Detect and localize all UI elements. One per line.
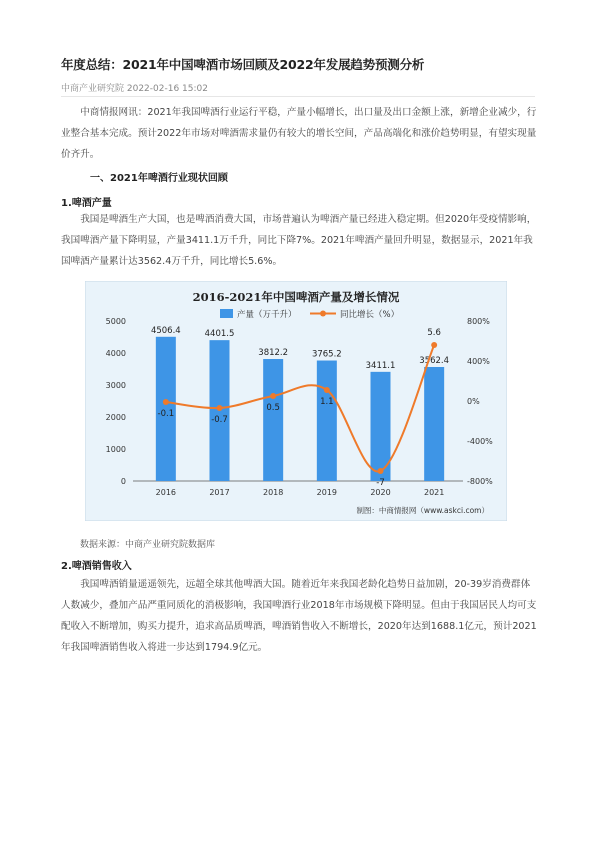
production-chart — [85, 281, 507, 521]
left-axis-tick-label: 2000 — [105, 413, 126, 422]
growth-point — [217, 405, 223, 411]
right-axis-tick-label: 400% — [467, 357, 490, 366]
subsection-heading-revenue: 2.啤酒销售收入 — [61, 561, 132, 572]
article-title: 年度总结：2021年中国啤酒市场回顾及2022年发展趋势预测分析 — [61, 57, 425, 72]
production-paragraph: 我国是啤酒生产大国，也是啤酒消费大国，市场普遍认为啤酒产量已经进入稳定期。但2020年受疫情影响，我国啤酒产量下降明显，产量3411.1万千升，同比下降7%。2021年啤酒产量回升明显，数据显示，2021年我国啤酒产量累计达3562.4万千升，同比增长5.6%。 — [61, 214, 537, 267]
legend-bar-label: 产量（万千升） — [237, 310, 297, 320]
x-axis-tick-label: 2019 — [316, 488, 338, 497]
left-axis-tick-label: 3000 — [105, 381, 126, 390]
bar-value-label: 3411.1 — [365, 360, 396, 371]
growth-point — [324, 387, 330, 393]
growth-value-label: -0.7 — [211, 415, 228, 425]
article-meta: 中商产业研究院 2022-02-16 15:02 — [61, 84, 208, 94]
x-axis-tick-label: 2017 — [209, 488, 230, 497]
chart-credit: 制图：中商情报网（www.askci.com） — [356, 506, 489, 515]
bar-value-label: 3812.2 — [258, 348, 289, 359]
left-axis-tick-label: 0 — [120, 477, 126, 486]
divider — [61, 96, 535, 97]
growth-value-label: 5.6 — [427, 328, 441, 338]
subsection-heading-production: 1.啤酒产量 — [61, 198, 112, 209]
legend-bar-swatch — [220, 309, 233, 318]
growth-point — [431, 342, 437, 348]
bar-value-label: 3765.2 — [311, 349, 342, 360]
legend-line-marker — [320, 311, 326, 317]
bar-value-label: 3562.4 — [419, 356, 450, 367]
bar — [263, 359, 283, 481]
x-axis-tick-label: 2016 — [155, 488, 177, 497]
bar-value-label: 4401.5 — [204, 329, 235, 340]
right-axis-tick-label: 0% — [467, 397, 480, 406]
section-heading: 一、2021年啤酒行业现状回顾 — [90, 173, 228, 184]
right-axis-tick-label: 800% — [467, 317, 490, 326]
x-axis-tick-label: 2018 — [262, 488, 284, 497]
left-axis-tick-label: 4000 — [105, 349, 126, 358]
growth-value-label: -7 — [376, 478, 385, 488]
right-axis-tick-label: -400% — [467, 437, 493, 446]
chart-title: 2016-2021年中国啤酒产量及增长情况 — [192, 290, 400, 304]
bar-value-label: 4506.4 — [150, 325, 181, 336]
chart-svg — [85, 281, 507, 521]
intro-paragraph: 中商情报网讯：2021年我国啤酒行业运行平稳，产量小幅增长，出口量及出口金额上涨，新增企业减少，行业整合基本完成。预计2022年市场对啤酒需求量仍有较大的增长空间，产品高端化和涨价趋势明显，有望实现量价齐升。 — [61, 107, 537, 160]
growth-value-label: 0.5 — [266, 403, 280, 413]
growth-value-label: 1.1 — [320, 397, 334, 407]
chart-source: 数据来源：中商产业研究院数据库 — [80, 540, 216, 550]
growth-point — [163, 399, 169, 405]
right-axis-tick-label: -800% — [467, 477, 493, 486]
legend-line-label: 同比增长（%） — [340, 310, 400, 320]
bar — [317, 361, 337, 481]
bar — [424, 367, 444, 481]
growth-value-label: -0.1 — [157, 409, 175, 419]
growth-point — [378, 468, 384, 474]
growth-point — [270, 393, 276, 399]
left-axis-tick-label: 1000 — [105, 445, 126, 454]
left-axis-tick-label: 5000 — [105, 317, 126, 326]
x-axis-tick-label: 2020 — [370, 488, 391, 497]
revenue-paragraph: 我国啤酒销量遥遥领先，远超全球其他啤酒大国。随着近年来我国老龄化趋势日益加剧，20-39岁消费群体人数减少，叠加产品严重同质化的消极影响，我国啤酒行业2018年市场规模下降明显。但由于我国居民人均可支配收入不断增加，购买力提升，追求高品质啤酒，啤酒销售收入不断增长，2020年达到1688.1亿元，预计2021年我国啤酒销售收入将进一步达到1794.9亿元。 — [61, 579, 537, 653]
x-axis-tick-label: 2021 — [423, 488, 445, 497]
